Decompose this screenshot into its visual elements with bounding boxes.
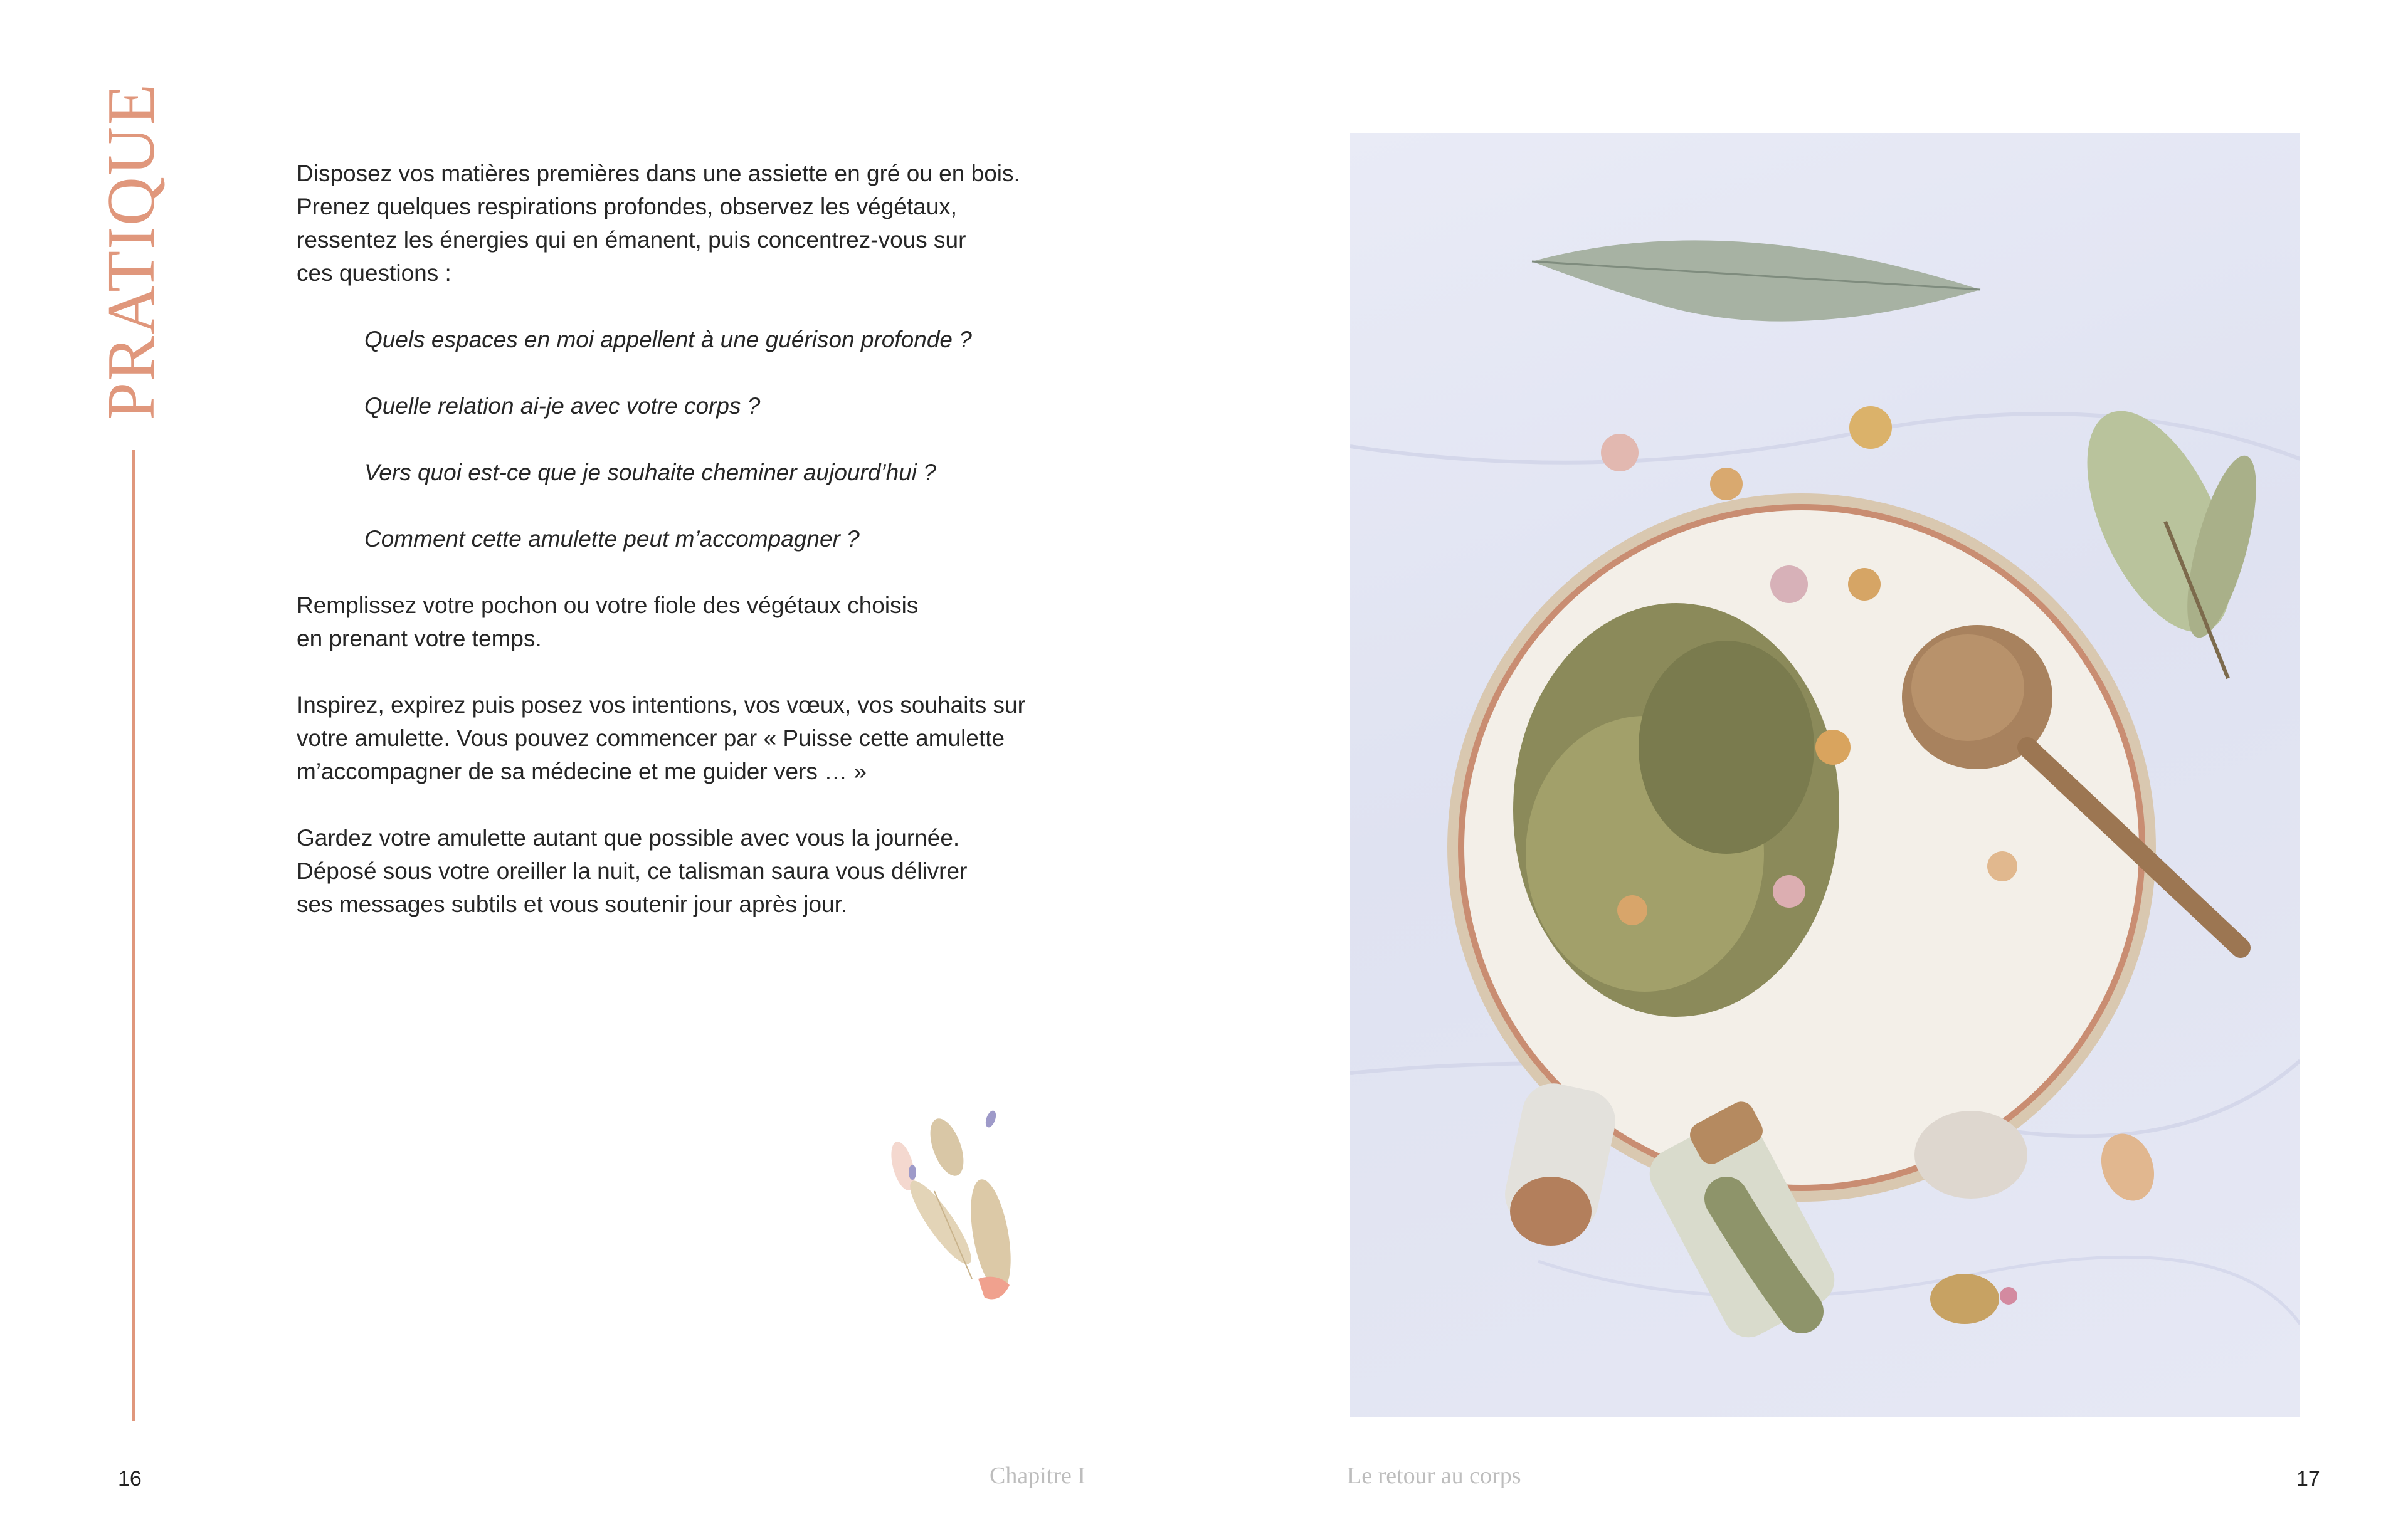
- vertical-rule: [132, 450, 135, 1421]
- question-3: Vers quoi est-ce que je souhaite cheminer aujourd’hui ?: [364, 460, 936, 485]
- leaf-illustration: [865, 1097, 1054, 1335]
- paragraph-fill: Remplissez votre pochon ou votre fiole des végétaux choisis en prenant votre temps.: [297, 592, 919, 651]
- running-head-left: Chapitre I: [990, 1463, 1086, 1489]
- question-4: Comment cette amulette peut m’accompagner ?: [364, 526, 860, 552]
- herbs-photo: [1350, 133, 2300, 1417]
- paragraph-keep: Gardez votre amulette autant que possible avec vous la journée. Déposé sous votre oreiller la nuit, ce talisman saura vous délivrer ses messages subtils et vous soutenir jour après jour.: [297, 825, 968, 917]
- page-number-left: 16: [118, 1467, 142, 1491]
- running-head-right: Le retour au corps: [1347, 1463, 1521, 1489]
- body-text: [297, 157, 1049, 954]
- section-title: PRATIQUE: [94, 82, 169, 420]
- intro-paragraph: Disposez vos matières premières dans une assiette en gré ou en bois. Prenez quelques respirations profondes, observez les végétaux, ressentez les énergies qui en émanent, puis concentrez-vous sur ces questions :: [297, 160, 1020, 286]
- question-2: Quelle relation ai-je avec votre corps ?: [364, 393, 761, 419]
- page-number-right: 17: [2296, 1467, 2320, 1491]
- paragraph-intentions: Inspirez, expirez puis posez vos intentions, vos vœux, vos souhaits sur votre amulette. Vous pouvez commencer par « Puisse cette amulette m’accompagner de sa médecine et me guider vers … »: [297, 692, 1025, 784]
- question-1: Quels espaces en moi appellent à une guérison profonde ?: [364, 327, 972, 352]
